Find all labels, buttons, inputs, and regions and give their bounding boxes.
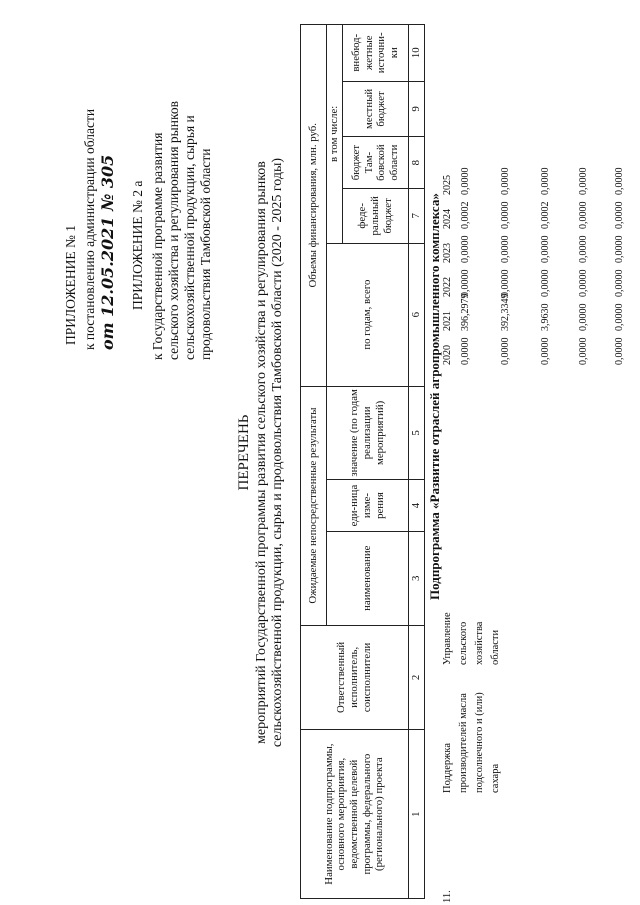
row-extrabudget: 0,0000 (614, 303, 625, 331)
row-regional: 0,0000 (540, 235, 551, 263)
executor-line1: Управление (442, 612, 453, 665)
col-regional-header: бюджет Там-бовской области (342, 137, 408, 189)
appendix-2a-line5: продовольствия Тамбовской области (198, 148, 213, 360)
col-federal-header: феде-ральный бюджет (342, 188, 408, 243)
row-extrabudget: 0,0000 (614, 269, 625, 297)
col-finance-header: Объемы финансирования, млн. руб. (301, 25, 327, 387)
row-total: 396,2979 (460, 293, 471, 331)
appendix-1-title: ПРИЛОЖЕНИЕ № 1 (63, 224, 78, 345)
row-federal: 0,0000 (500, 337, 511, 365)
row-total: 0,0000 (460, 235, 471, 263)
col-including-header: в том числе: (326, 25, 342, 244)
col-number: 1 (408, 730, 424, 899)
row-extrabudget: 0,0000 (614, 337, 625, 365)
col-number: 5 (408, 386, 424, 480)
col-number: 7 (408, 188, 424, 243)
row-local: 0,0000 (578, 167, 589, 195)
row-regional: 0,0002 (540, 201, 551, 229)
list-heading: ПЕРЕЧЕНЬ (236, 414, 252, 491)
col-number: 6 (408, 243, 424, 386)
row-total: 0,0000 (460, 269, 471, 297)
row-total: 0,0000 (460, 337, 471, 365)
row-regional: 3,9630 (540, 303, 551, 331)
executor-line3: хозяйства (474, 621, 485, 665)
handwritten-date-number: от 12.05.2021 № 305 (98, 154, 117, 350)
row-extrabudget: 0,0000 (614, 167, 625, 195)
col-result-name-header: наименование (326, 531, 408, 625)
appendix-2a-line3: сельского хозяйства и регулирования рынков (166, 101, 181, 360)
col-number: 9 (408, 81, 424, 137)
item-name-line2: производителей масла (458, 693, 469, 793)
row-federal: 0,0000 (500, 201, 511, 229)
row-local: 0,0000 (578, 201, 589, 229)
row-extrabudget: 0,0000 (614, 201, 625, 229)
row-year: 2022 (442, 277, 453, 297)
item-number: 11. (442, 890, 453, 903)
col-total-header: по годам, всего (326, 243, 408, 386)
appendix-1-decree: к постановлению администрации области (82, 108, 97, 350)
row-federal: 0,0000 (500, 167, 511, 195)
appendix-2a-line2: к Государственной программе развития (150, 132, 165, 360)
col-number: 4 (408, 480, 424, 532)
col-value-header: значение (по годам реализации мероприятий) (326, 386, 408, 480)
row-local: 0,0000 (578, 337, 589, 365)
executor-line4: области (490, 629, 501, 665)
col-local-header: местный бюджет (342, 81, 408, 137)
row-federal: 0,0000 (500, 269, 511, 297)
row-local: 0,0000 (578, 303, 589, 331)
col-executor-header: Ответственный исполнитель, соисполнители (301, 625, 409, 730)
col-number: 8 (408, 137, 424, 189)
row-local: 0,0000 (578, 269, 589, 297)
col-number: 10 (408, 25, 424, 82)
row-regional: 0,0000 (540, 269, 551, 297)
appendix-2a-line4: сельскохозяйственной продукции, сырья и (182, 115, 197, 360)
col-extrabudget-header: внебюд-жетные источни-ки (342, 25, 408, 82)
measures-table-header (300, 24, 425, 899)
column-numbers-row (408, 25, 424, 899)
col-number: 2 (408, 625, 424, 730)
row-year: 2023 (442, 243, 453, 263)
col-program-name-header: Наименование подпрограммы, основного мероприятия, ведомственной целевой программы, федерального (регионального) проекта (301, 730, 409, 899)
row-year: 2025 (442, 175, 453, 195)
row-local: 0,0000 (578, 235, 589, 263)
list-subtitle-line1: мероприятий Государственной программы развития сельского хозяйства и регулирования рынков (254, 161, 269, 744)
col-results-header: Ожидаемые непосредственные результаты (301, 386, 327, 625)
col-unit-header: еди-ница изме-рения (326, 480, 408, 532)
row-total: 0,0000 (460, 167, 471, 195)
appendix-2a-title: ПРИЛОЖЕНИЕ № 2 а (130, 180, 145, 310)
row-year: 2021 (442, 311, 453, 331)
row-total: 0,0002 (460, 201, 471, 229)
col-number: 3 (408, 531, 424, 625)
item-name-line4: сахара (490, 763, 501, 793)
executor-line2: сельского (458, 621, 469, 665)
row-federal: 0,0000 (500, 235, 511, 263)
list-subtitle-line2: сельскохозяйственной продукции, сырья и продовольствия Тамбовской области (2020 - 2025 годы) (270, 157, 285, 748)
row-regional: 0,0000 (540, 337, 551, 365)
item-name-line3: подсолнечного и (или) (474, 692, 485, 793)
subprogram-title: Подпрограмма «Развитие отраслей агропромышленного комплекса» (427, 193, 442, 600)
row-year: 2024 (442, 209, 453, 229)
row-federal: 392,3349 (500, 293, 511, 331)
item-name-line1: Поддержка (442, 743, 453, 793)
row-regional: 0,0000 (540, 167, 551, 195)
row-year: 2020 (442, 345, 453, 365)
row-extrabudget: 0,0000 (614, 235, 625, 263)
